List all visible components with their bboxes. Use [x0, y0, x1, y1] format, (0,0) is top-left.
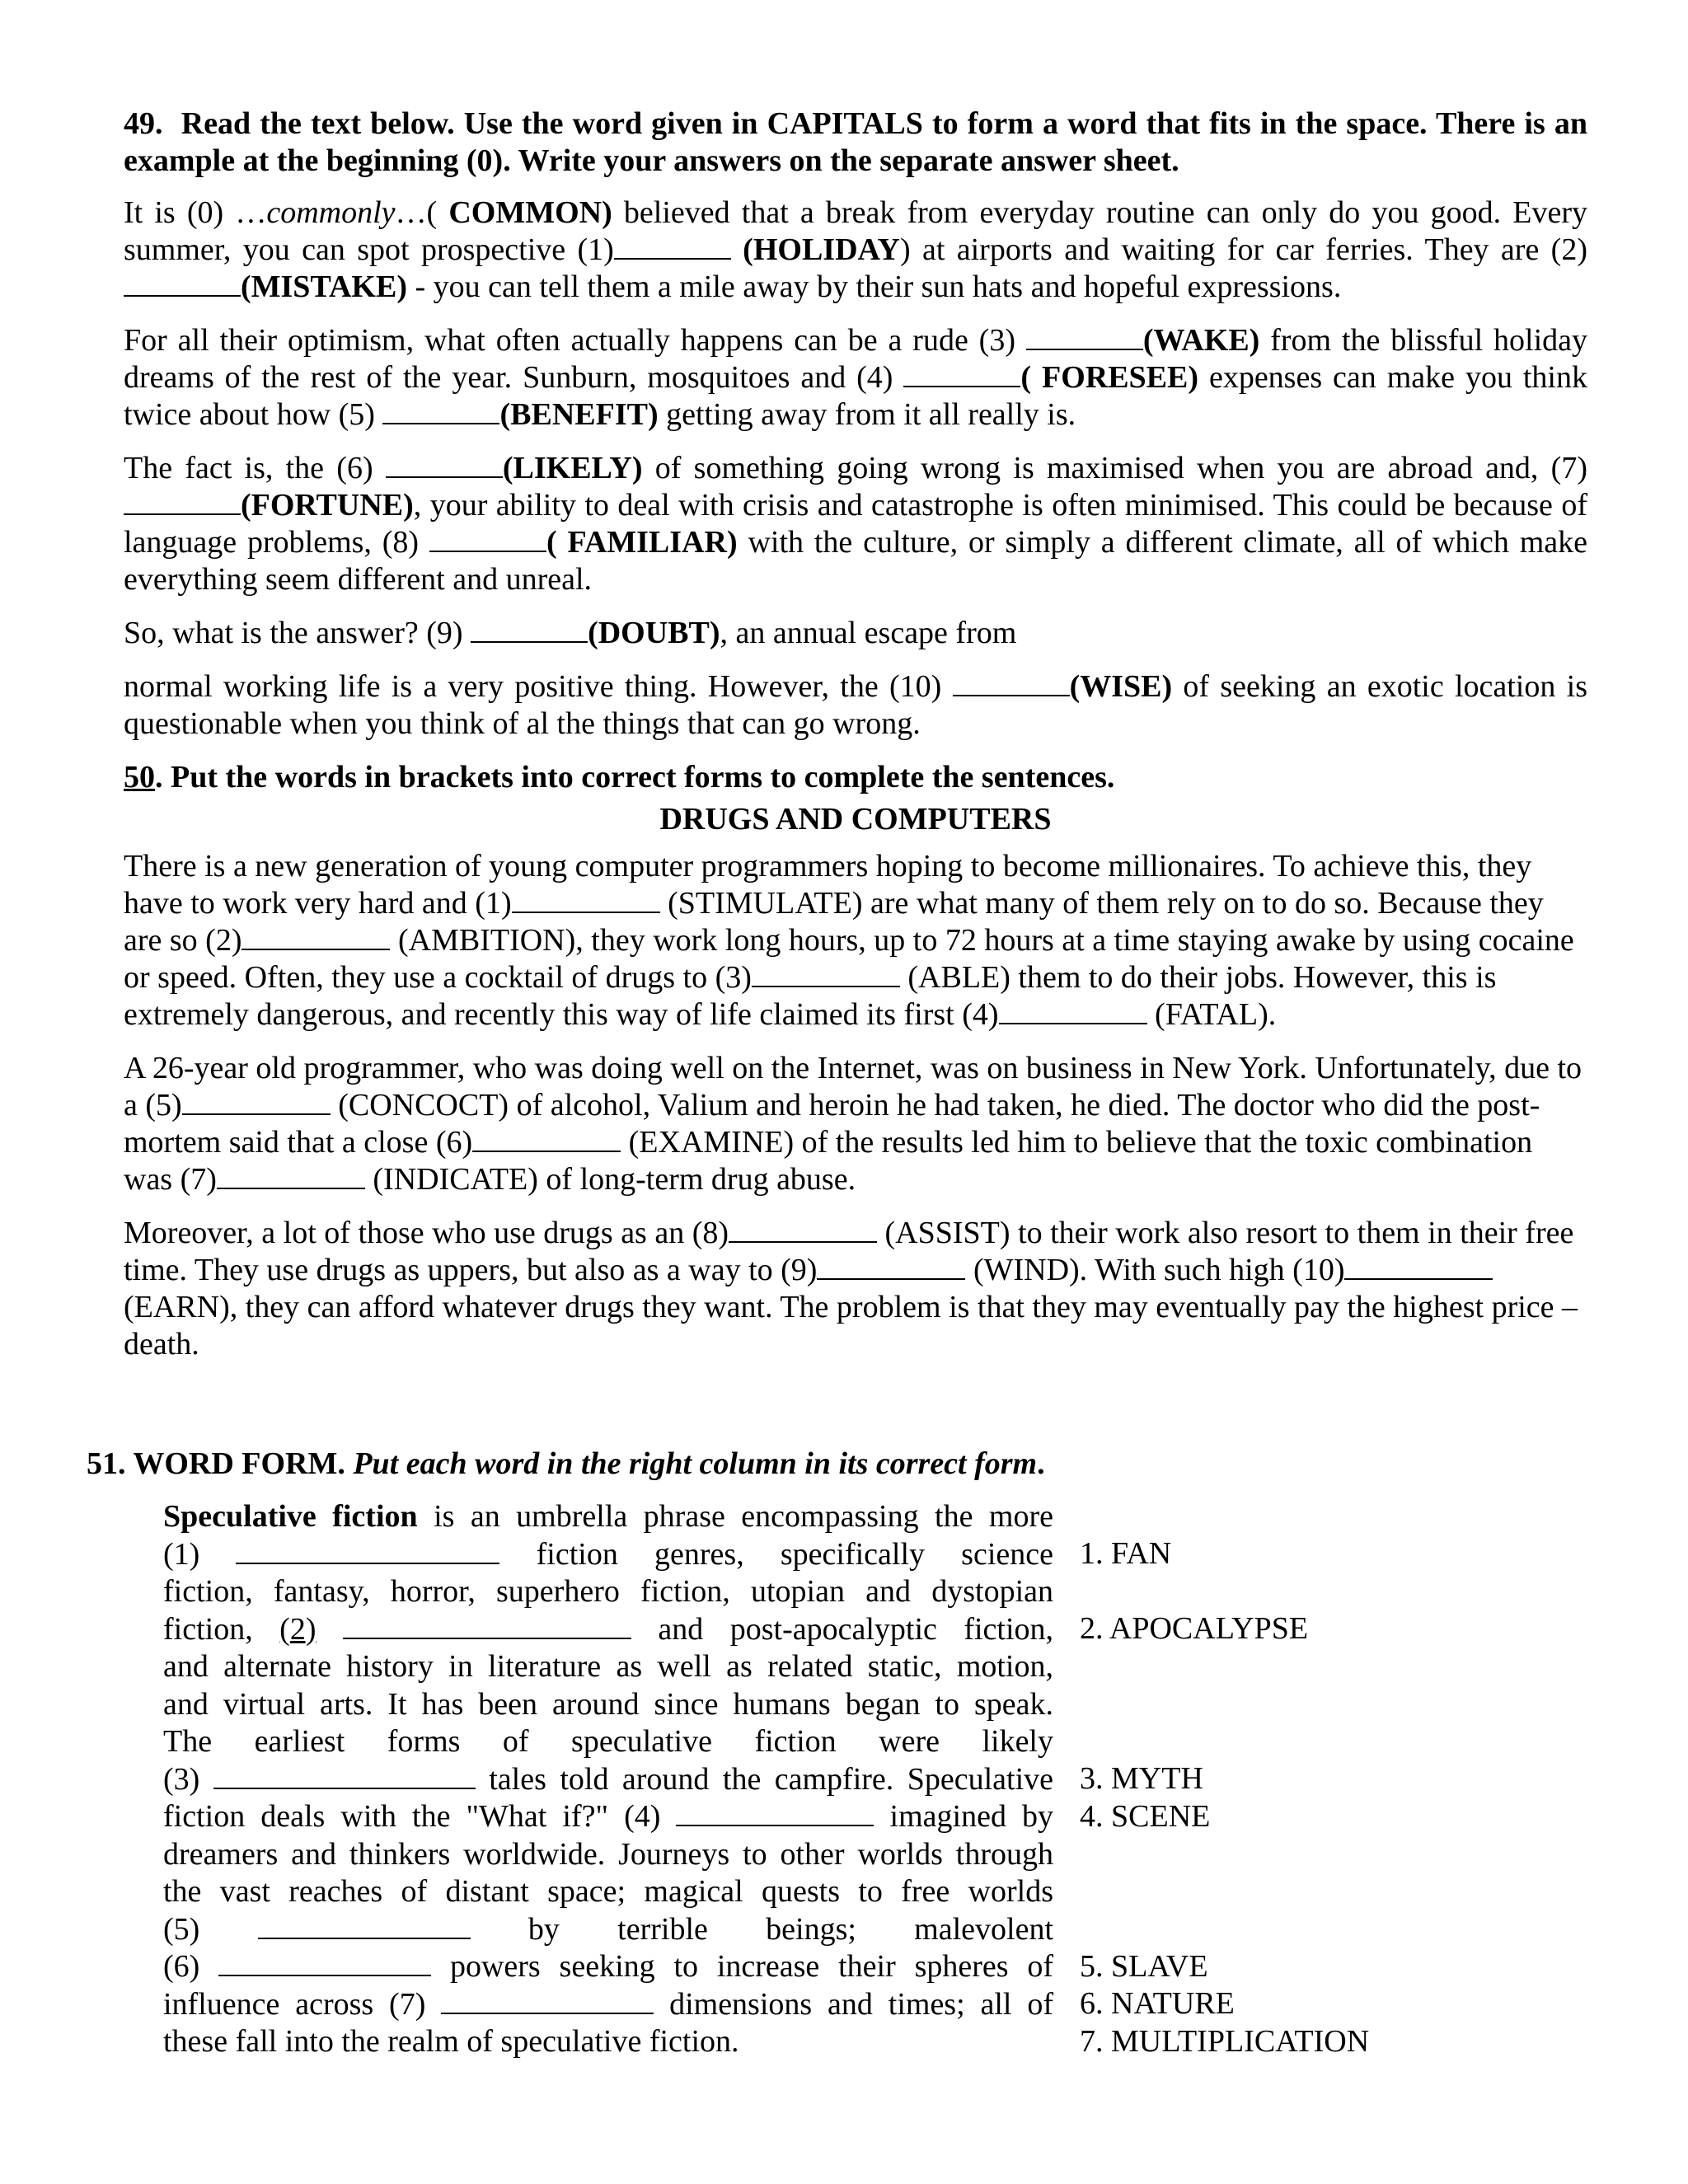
- q49-paragraph-3: [124, 450, 1587, 598]
- q50-blank-2[interactable]: [241, 922, 390, 950]
- q51-text: and post-apocalyptic fiction,: [658, 1611, 1054, 1647]
- q51-word-5: 5. SLAVE: [1080, 1949, 1208, 1984]
- q51-blank-1[interactable]: [236, 1536, 499, 1564]
- q49-paragraph-1: [124, 194, 1587, 306]
- q49-keyword-2: (MISTAKE): [241, 269, 407, 304]
- q51-blank-4[interactable]: [676, 1798, 874, 1826]
- q49-text: from the blissful holiday dreams of the rest of the year. Sunburn, mosquitoes and (4): [124, 323, 1587, 395]
- q49-blank-9[interactable]: [471, 615, 588, 643]
- q50-blank-5[interactable]: [182, 1087, 331, 1115]
- q49-keyword-1: (HOLIDAY: [730, 232, 900, 267]
- q51-text: fiction,: [163, 1611, 253, 1647]
- q50-paragraph-1: [124, 848, 1587, 1033]
- q51-text: specifically science: [780, 1536, 1053, 1572]
- q51-instruction: Put each word in the right column in its correct form: [353, 1446, 1038, 1481]
- q50-blank-10[interactable]: [1344, 1252, 1493, 1280]
- q50-blank-7[interactable]: [217, 1161, 365, 1189]
- q49-keyword-9: (DOUBT): [588, 616, 720, 650]
- q49-text: with the culture, or simply a different climate, all of which make everything seem different and unreal.: [124, 525, 1587, 597]
- q49-blank-10[interactable]: [953, 668, 1070, 696]
- q49-paragraph-2: [124, 322, 1587, 434]
- q49-text: expenses can make you think twice about how (5): [124, 360, 1587, 432]
- q49-blank-8[interactable]: [429, 524, 546, 552]
- q49-text: getting away from it all really is.: [658, 397, 1076, 432]
- q51-passage: [163, 1498, 1053, 2061]
- exercise-49-50-block: [124, 105, 1587, 1380]
- q49-blank-4[interactable]: [903, 359, 1020, 387]
- q49-example-answer: commonly: [266, 195, 396, 230]
- q51-text: (2): [279, 1611, 316, 1647]
- q49-text: of something going wrong is maximised when you are abroad and, (7): [642, 451, 1587, 485]
- q49-text: - you can tell them a mile away by their sun hats and hopeful expressions.: [406, 269, 1342, 304]
- q51-text: fiction deals with the "What if?" (4): [163, 1799, 661, 1834]
- q50-instruction: . Put the words in brackets into correct forms to complete the sentences.: [155, 760, 1115, 794]
- q51-blank-2[interactable]: [343, 1611, 631, 1639]
- q51-word-4: 4. SCENE: [1080, 1799, 1211, 1834]
- q51-number: 51. WORD FORM.: [87, 1446, 345, 1481]
- q49-paragraph-5: [124, 668, 1587, 743]
- q50-paragraph-2: [124, 1050, 1587, 1198]
- q50-blank-8[interactable]: [729, 1215, 877, 1243]
- q49-text: , an annual escape from: [720, 616, 1017, 650]
- q51-text: (1): [163, 1536, 200, 1572]
- q49-text: , your ability to deal with crisis and catastrophe is often minimised. This could be because of language problems, (8): [124, 488, 1587, 560]
- q49-blank-2[interactable]: [124, 269, 241, 297]
- q51-blank-3[interactable]: [213, 1761, 476, 1789]
- q51-line-2: [163, 1536, 1053, 1574]
- q51-period: .: [1037, 1446, 1045, 1481]
- q49-text: normal working life is a very positive thing. However, the (10): [124, 669, 953, 704]
- q49-blank-7[interactable]: [124, 487, 241, 515]
- q49-text: It is (0) …: [124, 195, 267, 230]
- q51-text: influence across (7): [163, 1986, 426, 2022]
- q51-text: dimensions and times; all of: [669, 1986, 1054, 2022]
- q50-text: (ABLE) them to do their jobs. However, this is extremely dangerous, and recently this way of life claimed its first (4): [124, 960, 1497, 1032]
- q51-blank-7[interactable]: [441, 1986, 654, 2014]
- q51-text: (3): [163, 1761, 200, 1797]
- q49-number: 49.: [124, 106, 163, 141]
- q50-blank-9[interactable]: [817, 1252, 965, 1280]
- q51-text: by terrible beings; malevolent: [528, 1911, 1054, 1947]
- q50-heading: [124, 759, 1587, 796]
- q49-text: of seeking an exotic location is questionable when you think of al the things that can go wrong.: [124, 669, 1587, 741]
- q49-text: For all their optimism, what often actually happens can be a rude (3): [124, 323, 1026, 358]
- q50-paragraph-3: [124, 1215, 1587, 1363]
- q50-text: (AMBITION), they work long hours, up to 72 hours at a time staying awake by using cocaine or speed. Often, they use a cocktail of drugs to (3): [124, 923, 1574, 995]
- q49-keyword-6: (LIKELY): [502, 451, 643, 485]
- q50-text: (WIND). With such high (10): [965, 1253, 1345, 1287]
- q49-keyword-5: (BENEFIT): [499, 397, 659, 432]
- q50-blank-4[interactable]: [999, 996, 1147, 1024]
- q49-keyword-3: (WAKE): [1142, 323, 1260, 358]
- q49-text: believed that a break from everyday routine can only do you good. Every summer, you can spot prospective (1): [124, 195, 1587, 267]
- q51-line-3: fiction, fantasy, horror, superhero fiction, utopian and dystopian: [163, 1574, 1053, 1609]
- q51-line-10: dreamers and thinkers worldwide. Journeys to other worlds through: [163, 1836, 1053, 1872]
- q49-blank-6[interactable]: [386, 450, 503, 478]
- q49-heading: [124, 105, 1587, 180]
- q49-keyword-0: COMMON): [437, 195, 612, 230]
- q51-line-8: [163, 1761, 1053, 1799]
- q51-line-15: these fall into the realm of speculative fiction.: [163, 2024, 739, 2059]
- q51-text: tales told around the campfire. Speculative: [489, 1761, 1054, 1797]
- q50-text: (EXAMINE) of the results led him to believe that the toxic combination was (7): [124, 1125, 1533, 1197]
- q51-text: (6): [163, 1949, 200, 1984]
- q51-line-12: [163, 1911, 1053, 1949]
- q51-line-9: [163, 1798, 1053, 1836]
- q51-word-3: 3. MYTH: [1080, 1761, 1203, 1796]
- q51-line-4: [163, 1611, 1053, 1649]
- q51-text: imagined by: [889, 1799, 1054, 1834]
- q51-line-1: [163, 1498, 1053, 1536]
- q50-text: Moreover, a lot of those who use drugs as an (8): [124, 1216, 729, 1250]
- q49-text: So, what is the answer? (9): [124, 616, 471, 650]
- q51-word-7: 7. MULTIPLICATION: [1080, 2024, 1370, 2059]
- q50-blank-6[interactable]: [472, 1124, 621, 1152]
- q50-title: DRUGS AND COMPUTERS: [659, 802, 1052, 837]
- q49-blank-1[interactable]: [614, 232, 731, 260]
- q50-text: (STIMULATE) are what many of them rely on to do so. Because they are so (2): [124, 886, 1544, 958]
- q51-line-13: [163, 1948, 1053, 1986]
- q51-word-6: 6. NATURE: [1080, 1986, 1235, 2021]
- q50-blank-3[interactable]: [752, 959, 900, 987]
- q51-word-1: 1. FAN: [1080, 1536, 1172, 1571]
- q51-text: powers seeking to increase their spheres of: [449, 1949, 1054, 1984]
- q51-text: is an umbrella phrase encompassing the more: [417, 1499, 1053, 1534]
- q51-line-7: The earliest forms of speculative fiction were likely: [163, 1724, 1053, 1759]
- q50-text: A 26-year old programmer, who was doing well on the Internet, was on business in New York. Unfortunately, due to a (5): [124, 1051, 1582, 1122]
- q50-text: (CONCOCT) of alcohol, Valium and heroin he had taken, he died. The doctor who did the post-mortem said that a close (6): [124, 1088, 1540, 1160]
- q49-text: …(: [395, 195, 438, 230]
- q51-term: Speculative fiction: [163, 1499, 418, 1534]
- q50-text: (FATAL).: [1146, 997, 1277, 1032]
- q49-instruction: Read the text below. Use the word given in CAPITALS to form a word that fits in the space. There is an example at the beginning (0). Write your answers on the separate answer sheet.: [124, 106, 1588, 178]
- q49-blank-3[interactable]: [1026, 322, 1143, 350]
- q51-blank-5[interactable]: [258, 1911, 471, 1939]
- q51-word-2: 2. APOCALYPSE: [1080, 1611, 1309, 1646]
- q51-line-14: [163, 1986, 1053, 2024]
- q49-keyword-4: ( FORESEE): [1020, 360, 1199, 395]
- q50-number: 50: [124, 760, 155, 794]
- q51-line-11: the vast reaches of distant space; magical quests to free worlds: [163, 1874, 1053, 1909]
- q50-text: There is a new generation of young computer programmers hoping to become millionaires. To achieve this, they have to work very hard and (1): [124, 849, 1532, 921]
- q49-blank-5[interactable]: [382, 396, 499, 424]
- q49-text: ) at airports and waiting for car ferries. They are (2): [899, 232, 1587, 267]
- q50-blank-1[interactable]: [512, 885, 660, 913]
- q49-text: The fact is, the (6): [124, 451, 386, 485]
- q51-blank-6[interactable]: [218, 1948, 431, 1976]
- q51-text: (5): [163, 1911, 200, 1947]
- q51-line-5: and alternate history in literature as well as related static, motion,: [163, 1649, 1053, 1684]
- q49-keyword-10: (WISE): [1069, 669, 1173, 704]
- q51-line-6: and virtual arts. It has been around since humans began to speak.: [163, 1686, 1053, 1722]
- q50-text: (ASSIST) to their work also resort to them in their free time. They use drugs as uppers, but also as a way to (9): [124, 1216, 1574, 1287]
- q49-keyword-7: (FORTUNE): [241, 488, 414, 523]
- q49-keyword-8: ( FAMILIAR): [546, 525, 738, 560]
- q50-text: (EARN), they can afford whatever drugs they want. The problem is that they may eventually pay the highest price – death.: [124, 1290, 1578, 1361]
- q51-text: fiction genres,: [536, 1536, 744, 1572]
- q49-paragraph-4: [124, 615, 1587, 652]
- q50-text: (INDICATE) of long-term drug abuse.: [364, 1162, 856, 1197]
- q51-heading: [87, 1446, 1570, 1483]
